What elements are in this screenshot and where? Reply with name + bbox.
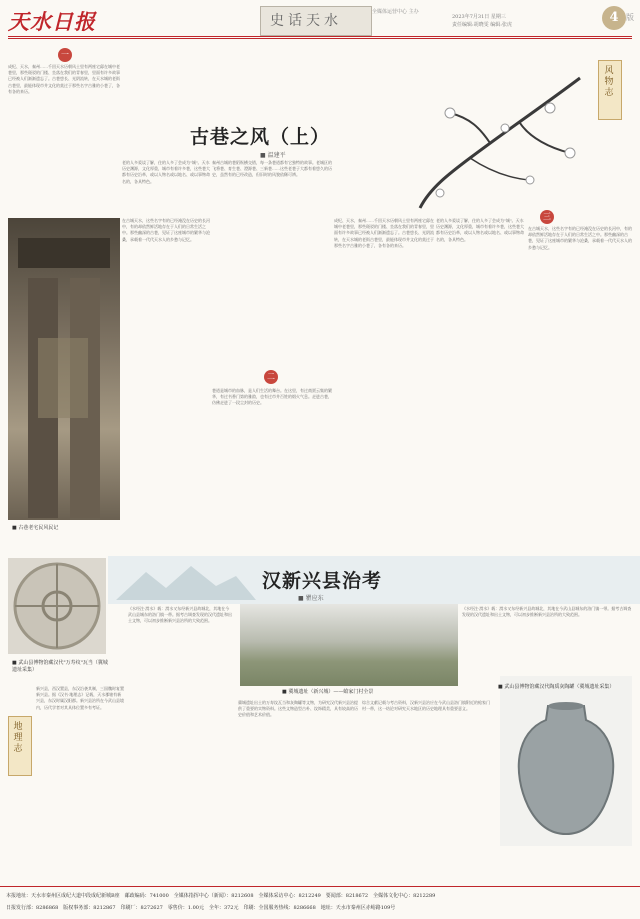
section-name: 史话天水 [270,13,342,29]
page-suffix: 版 [626,13,634,22]
article2-body-col3: 冀城遗址出土的万寿纹瓦当和灰陶罐等文物，为研究汉代新兴县治提供了重要的实物资料。这些文物造型古朴、纹饰精美，具有较高的历史价值和艺术价值。 [238,700,358,718]
article2-body-col2: 《水经注·渭水》载：渭水又东经新兴县故城北，其地在今武山县城东的洛门镇一带。据考古调查发现的汉代遗址和出土文物，可以初步推断新兴县治所的大致范围。 [128,606,232,624]
header-rule [8,36,632,37]
column-tag-dili-label: 地理志 [13,722,23,754]
article1-body-col7: 老的人多爱谈了解，住的人多了会成为"城"。天水历史渊源，文化厚重，城市有着许多巷，这些巷大都有历史沿革，或以人物名或以地名、或以事物命名的，各具特色。 [436,218,524,242]
masthead-logo: 天水日报 [8,9,96,34]
section-marker-3: 三 [540,210,554,224]
mountain-decoration [116,560,256,600]
article1-body-col8: 在古城天水，这些名字有的已经淹没在历史的长河中，有的却依然鲜活地存在于人们的日常生活之中。那些幽深的古巷，见证了这座城市的繁华与沧桑，承载着一代代天水人的乡愁与记忆。 [528,226,632,250]
tile-end-photo [8,558,106,654]
header-rule-2 [8,38,632,39]
article2-body-col4: 综合文献记载与考古资料，汉新兴县治应在今武山县洛门镇附近的蛤家门村一带，这一结论对研究天水地区的历史地理具有重要意义。 [362,700,490,712]
article1-body-col6: 成纪、天水，秦州……千回天水历朝风土里有两座宅邸在城中老巷里，那些斑驳的门楼、坐落在我们的青春里，里面有许多故事已经被人们渐渐遗忘了。古巷悠长、光阴流转，在天水城的老街古巷里，最能体现市井文化的莫过于那些名字古雅的小巷了，各有各的来历。 [334,218,434,248]
issue-date: 2023年7月31日 星期三 [452,14,506,20]
section-marker-2: 二 [264,370,278,384]
plum-branch-illustration [410,68,590,218]
section-sub: 全媒体运营中心 主办 [372,9,419,15]
article1-body-col5: 巷道是城市的血脉，是人们生活的舞台。在这里，有过商贾云集的繁华，有过书香门第的雅韵，也有过市井百姓的烟火气息。走进古巷，仿佛走进了一段尘封的历史。 [212,388,332,406]
article2-title: 汉新兴县治考 [262,570,383,592]
article1-body-col1: 成纪、天水，秦州……千回天水历朝风土里有两座宅邸在城中老巷里，那些斑驳的门楼、坐落在我们的青春里，里面有许多故事已经被人们渐渐遗忘了。古巷悠长、光阴流转，在天水城的老街古巷里，最能体现市井文化的莫过于那些名字古雅的小巷了，各有各的来历。 [8,64,120,94]
article1-author: ■ 温建平 [260,152,286,159]
article1-body-col2: 老的人多爱谈了解，住的人多了会成为"城"。天水历史渊源，文化厚重，城市有着许多巷，这些巷大都有历史沿革，或以人物名或以地名、或以事物命名的，各具特色。 [122,160,210,184]
site-landscape-photo [240,604,458,686]
pottery-jar-caption: ■ 武山县博物馆藏汉代陶质灰陶罐（冀城遗址采集） [498,684,615,690]
article1-body-col4: 秦州古城的巷陌纵横交错，每一条巷道都有它独特的故事。老城区的飞将巷、育生巷、澄源巷、三新巷……这些老巷子大都有着悠久的历史，虽然有的已经改造，但旧时的风貌依稀可辨。 [212,160,332,178]
footer [0,886,640,919]
old-house-photo-caption: ■ 古巷老宅民风民记 [12,525,59,531]
editor-credit: 责任编辑:胡晓雯 编辑:张虎 [452,22,512,28]
tile-end-caption: ■ 武山县博物馆藏汉代"万寿纹"瓦当（冀城遗址采集） [12,660,108,673]
footer-line-1: 本报地址：天水市秦州区成纪大道中段成纪新城B座 邮政编码：741000 全媒体指挥中心（新闻）：8212608 全媒体采访中心：8212249 要闻部：8218672 全媒体文化中心：8212289 [6,893,436,899]
footer-line-2: 日报发行部：8286868 版权事务部：8212867 印刷厂：8272627 零售价：1.00元 全年：372元 印刷：全国服务热线：8286668 地址：天水市秦州区赤峪路109号 [6,905,396,911]
page-number-badge: 4 [602,6,626,30]
article2-body-col1: 新兴县，西汉置县，东汉沿袭其制，三国魏时复置新兴县。据《汉书·地理志》记载，天水郡辖有新兴县，东汉时属汉阳郡。新兴县治所在今武山县境内，历代学者对其具体位置多有考证。 [36,686,124,710]
old-house-photo [8,218,120,520]
site-landscape-caption: ■ 冀城遗址（新兴城）——蛤家门村全景 [282,689,374,695]
article1-title: 古巷之风（上） [190,126,331,148]
article2-body-col5: 《水经注·渭水》载：渭水又东经新兴县故城北，其地在今武山县城东的洛门镇一带。据考古调查发现的汉代遗址和出土文物，可以初步推断新兴县治所的大致范围。 [462,606,632,618]
pottery-jar-photo [500,676,632,846]
article1-body-col3: 在古城天水，这些名字有的已经淹没在历史的长河中，有的却依然鲜活地存在于人们的日常生活之中。那些幽深的古巷，见证了这座城市的繁华与沧桑，承载着一代代天水人的乡愁与记忆。 [122,218,210,242]
article2-author: ■ 瞿应东 [298,595,324,602]
column-tag-fengwu-label: 风物志 [604,66,614,98]
section-marker-1: 一 [58,48,72,62]
